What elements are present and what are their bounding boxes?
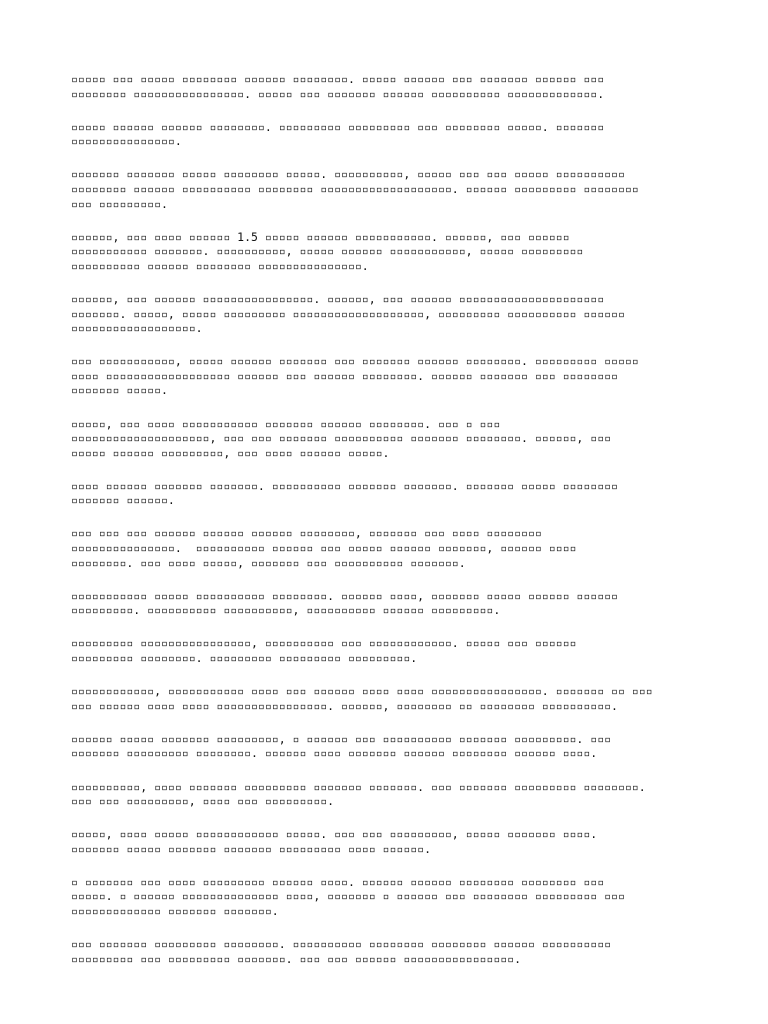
text-line: ▫▫▫▫▫▫▫▫▫▫▫▫▫▫▫▫▫▫▫▫, ▫▫▫ ▫▫▫ ▫▫▫▫▫▫▫ ▫▫▫▫▫▫▫▫▫▫ ▫▫▫▫▫▫▫ ▫▫▫▫▫▫▫▫. ▫▫▫▫▫▫, ▫▫▫	[71, 431, 612, 446]
text-line: ▫▫▫▫▫▫▫ ▫▫▫▫▫ ▫▫▫▫▫▫▫ ▫▫▫▫▫▫▫ ▫▫▫▫▫▫▫▫▫ ▫▫▫▫ ▫▫▫▫▫▫.	[71, 841, 432, 856]
paragraph	[71, 230, 711, 274]
paragraph	[71, 354, 711, 398]
paragraph	[71, 479, 711, 508]
text-line: ▫▫▫▫▫ ▫▫▫▫▫▫ ▫▫▫▫▫▫ ▫▫▫▫▫▫▫▫. ▫▫▫▫▫▫▫▫▫ ▫▫▫▫▫▫▫▫▫ ▫▫▫ ▫▫▫▫▫▫▫▫ ▫▫▫▫▫. ▫▫▫▫▫▫▫	[71, 119, 605, 134]
text-line: ▫▫▫ ▫▫▫▫▫▫▫ ▫▫▫▫▫▫▫▫▫ ▫▫▫▫▫▫▫▫. ▫▫▫▫▫▫▫▫▫▫ ▫▫▫▫▫▫▫▫ ▫▫▫▫▫▫▫▫ ▫▫▫▫▫▫ ▫▫▫▫▫▫▫▫▫▫	[71, 937, 612, 952]
text-line: ▫▫▫▫▫▫▫ ▫▫▫▫▫▫.	[71, 493, 175, 508]
document-page	[71, 72, 711, 985]
text-line: ▫▫▫▫▫▫▫▫▫▫ ▫▫▫▫▫▫ ▫▫▫▫▫▫▫▫ ▫▫▫▫▫▫▫▫▫▫▫▫▫▫▫.	[71, 258, 369, 273]
text-line: ▫▫▫▫▫▫▫▫▫▫▫ ▫▫▫▫▫ ▫▫▫▫▫▫▫▫▫▫ ▫▫▫▫▫▫▫▫. ▫▫▫▫▫▫ ▫▫▫▫, ▫▫▫▫▫▫▫ ▫▫▫▫▫ ▫▫▫▫▫▫ ▫▫▫▫▫▫	[71, 588, 618, 603]
text-line: ▫▫▫▫▫▫ ▫▫▫▫▫ ▫▫▫▫▫▫▫ ▫▫▫▫▫▫▫▫▫, ▫ ▫▫▫▫▫▫ ▫▫▫ ▫▫▫▫▫▫▫▫▫▫ ▫▫▫▫▫▫▫ ▫▫▫▫▫▫▫▫▫. ▫▫▫	[71, 731, 612, 746]
text-line: ▫▫▫▫▫▫▫ ▫▫▫▫▫▫▫▫▫ ▫▫▫▫▫▫▫▫. ▫▫▫▫▫▫ ▫▫▫▫ ▫▫▫▫▫▫▫ ▫▫▫▫▫▫ ▫▫▫▫▫▫▫▫ ▫▫▫▫▫▫ ▫▫▫▫.	[71, 746, 598, 761]
paragraph	[71, 292, 711, 336]
text-line: ▫▫▫▫▫, ▫▫▫ ▫▫▫▫ ▫▫▫▫▫▫▫▫▫▫▫ ▫▫▫▫▫▫▫ ▫▫▫▫▫▫ ▫▫▫▫▫▫▫▫. ▫▫▫ ▫ ▫▫▫	[71, 416, 501, 431]
text-line: ▫▫▫ ▫▫▫ ▫▫▫ ▫▫▫▫▫▫ ▫▫▫▫▫▫ ▫▫▫▫▫▫ ▫▫▫▫▫▫▫▫, ▫▫▫▫▫▫▫ ▫▫▫ ▫▫▫▫ ▫▫▫▫▫▫▫▫	[71, 526, 542, 541]
text-line: ▫▫▫▫▫ ▫▫▫▫▫▫ ▫▫▫▫▫▫▫▫▫, ▫▫▫ ▫▫▫▫ ▫▫▫▫▫▫ ▫▫▫▫▫.	[71, 445, 390, 460]
paragraph	[71, 937, 711, 966]
text-line: ▫▫▫▫▫▫▫▫▫ ▫▫▫▫▫▫▫▫▫▫▫▫▫▫▫▫, ▫▫▫▫▫▫▫▫▫▫ ▫▫▫ ▫▫▫▫▫▫▫▫▫▫▫▫. ▫▫▫▫▫ ▫▫▫ ▫▫▫▫▫▫	[71, 636, 577, 651]
text-line: ▫▫▫▫▫▫▫▫▫▫▫▫, ▫▫▫▫▫▫▫▫▫▫▫ ▫▫▫▫ ▫▫▫ ▫▫▫▫▫▫ ▫▫▫▫ ▫▫▫▫ ▫▫▫▫▫▫▫▫▫▫▫▫▫▫▫▫. ▫▫▫▫▫▫▫ ▫▫ ▫▫▫	[71, 684, 653, 699]
text-line: ▫▫▫▫▫▫▫▫ ▫▫▫▫▫▫▫▫▫▫▫▫▫▫▫▫. ▫▫▫▫▫ ▫▫▫ ▫▫▫▫▫▫▫ ▫▫▫▫▫▫ ▫▫▫▫▫▫▫▫▫▫ ▫▫▫▫▫▫▫▫▫▫▫▫▫.	[71, 86, 605, 101]
text-line: ▫▫▫▫▫▫, ▫▫▫ ▫▫▫▫ ▫▫▫▫▫▫ 1.5 ▫▫▫▫▫ ▫▫▫▫▫▫ ▫▫▫▫▫▫▫▫▫▫▫. ▫▫▫▫▫▫, ▫▫▫ ▫▫▫▫▫▫	[71, 229, 570, 244]
text-line: ▫▫▫ ▫▫▫ ▫▫▫▫▫▫▫▫▫, ▫▫▫▫ ▫▫▫ ▫▫▫▫▫▫▫▫▫.	[71, 794, 335, 809]
text-line: ▫▫▫▫▫▫▫▫▫ ▫▫▫▫▫▫▫▫. ▫▫▫▫▫▫▫▫▫ ▫▫▫▫▫▫▫▫▫ ▫▫▫▫▫▫▫▫▫.	[71, 651, 418, 666]
text-line: ▫▫▫▫▫▫▫ ▫▫▫▫▫.	[71, 383, 168, 398]
paragraph	[71, 72, 711, 101]
text-line: ▫▫▫▫ ▫▫▫▫▫▫▫▫▫▫▫▫▫▫▫▫▫▫ ▫▫▫▫▫▫ ▫▫▫ ▫▫▫▫▫▫ ▫▫▫▫▫▫▫▫. ▫▫▫▫▫▫ ▫▫▫▫▫▫▫ ▫▫▫ ▫▫▫▫▫▫▫▫	[71, 368, 618, 383]
text-line: ▫▫▫▫▫▫▫▫▫. ▫▫▫▫▫▫▫▫▫▫ ▫▫▫▫▫▫▫▫▫▫, ▫▫▫▫▫▫▫▫▫▫ ▫▫▫▫▫▫ ▫▫▫▫▫▫▫▫▫.	[71, 603, 501, 618]
text-line: ▫▫▫▫▫, ▫▫▫▫ ▫▫▫▫▫ ▫▫▫▫▫▫▫▫▫▫▫▫ ▫▫▫▫▫. ▫▫▫ ▫▫▫ ▫▫▫▫▫▫▫▫▫, ▫▫▫▫▫ ▫▫▫▫▫▫▫ ▫▫▫▫.	[71, 827, 598, 842]
text-line: ▫ ▫▫▫▫▫▫▫ ▫▫▫ ▫▫▫▫ ▫▫▫▫▫▫▫▫▫ ▫▫▫▫▫▫ ▫▫▫▫. ▫▫▫▫▫▫ ▫▫▫▫▫▫ ▫▫▫▫▫▫▫▫ ▫▫▫▫▫▫▫▫ ▫▫▫	[71, 874, 605, 889]
paragraph	[71, 732, 711, 761]
paragraph	[71, 780, 711, 809]
text-line: ▫▫▫▫▫▫▫. ▫▫▫▫▫, ▫▫▫▫▫ ▫▫▫▫▫▫▫▫▫ ▫▫▫▫▫▫▫▫▫▫▫▫▫▫▫▫▫▫▫, ▫▫▫▫▫▫▫▫▫ ▫▫▫▫▫▫▫▫▫▫ ▫▫▫▫▫▫	[71, 306, 625, 321]
text-line: ▫▫▫▫▫▫▫▫▫▫▫▫▫▫▫. ▫▫▫▫▫▫▫▫▫▫ ▫▫▫▫▫▫ ▫▫▫ ▫▫▫▫▫ ▫▫▫▫▫▫ ▫▫▫▫▫▫▫, ▫▫▫▫▫▫ ▫▫▫▫	[71, 541, 577, 556]
paragraph	[71, 684, 711, 713]
paragraph	[71, 120, 711, 149]
text-line: ▫▫▫ ▫▫▫▫▫▫ ▫▫▫▫ ▫▫▫▫ ▫▫▫▫▫▫▫▫▫▫▫▫▫▫▫▫. ▫▫▫▫▫▫, ▫▫▫▫▫▫▫▫ ▫▫ ▫▫▫▫▫▫▫▫ ▫▫▫▫▫▫▫▫▫▫.	[71, 698, 618, 713]
paragraph	[71, 875, 711, 919]
text-line: ▫▫▫▫▫▫▫▫ ▫▫▫▫▫▫ ▫▫▫▫▫▫▫▫▫▫ ▫▫▫▫▫▫▫▫ ▫▫▫▫▫▫▫▫▫▫▫▫▫▫▫▫▫▫▫. ▫▫▫▫▫▫ ▫▫▫▫▫▫▫▫▫ ▫▫▫▫▫▫▫▫	[71, 181, 639, 196]
text-line: ▫▫▫▫▫▫▫▫▫▫▫▫▫ ▫▫▫▫▫▫▫ ▫▫▫▫▫▫▫.	[71, 904, 279, 919]
paragraph	[71, 417, 711, 461]
paragraph	[71, 526, 711, 570]
text-line: ▫▫▫ ▫▫▫▫▫▫▫▫▫▫▫, ▫▫▫▫▫ ▫▫▫▫▫▫ ▫▫▫▫▫▫▫ ▫▫▫ ▫▫▫▫▫▫▫ ▫▫▫▫▫▫ ▫▫▫▫▫▫▫▫. ▫▫▫▫▫▫▫▫▫ ▫▫▫▫▫	[71, 354, 639, 369]
paragraph	[71, 167, 711, 211]
text-line: ▫▫▫▫▫▫▫▫▫▫, ▫▫▫▫ ▫▫▫▫▫▫▫ ▫▫▫▫▫▫▫▫▫ ▫▫▫▫▫▫▫ ▫▫▫▫▫▫▫. ▫▫▫ ▫▫▫▫▫▫▫ ▫▫▫▫▫▫▫▫▫ ▫▫▫▫▫▫▫▫.	[71, 779, 646, 794]
text-line: ▫▫▫▫▫▫▫ ▫▫▫▫▫▫▫ ▫▫▫▫▫ ▫▫▫▫▫▫▫▫ ▫▫▫▫▫. ▫▫▫▫▫▫▫▫▫▫, ▫▫▫▫▫ ▫▫▫ ▫▫▫ ▫▫▫▫▫ ▫▫▫▫▫▫▫▫▫▫	[71, 167, 625, 182]
text-line: ▫▫▫▫ ▫▫▫▫▫▫ ▫▫▫▫▫▫▫ ▫▫▫▫▫▫▫. ▫▫▫▫▫▫▫▫▫▫ ▫▫▫▫▫▫▫ ▫▫▫▫▫▫▫. ▫▫▫▫▫▫▫ ▫▫▫▫▫ ▫▫▫▫▫▫▫▫	[71, 478, 618, 493]
text-line: ▫▫▫▫▫ ▫▫▫ ▫▫▫▫▫ ▫▫▫▫▫▫▫▫ ▫▫▫▫▫▫ ▫▫▫▫▫▫▫▫. ▫▫▫▫▫ ▫▫▫▫▫▫ ▫▫▫ ▫▫▫▫▫▫▫ ▫▫▫▫▫▫ ▫▫▫	[71, 72, 605, 86]
text-line: ▫▫▫ ▫▫▫▫▫▫▫▫▫.	[71, 196, 168, 211]
paragraph	[71, 589, 711, 618]
paragraph	[71, 827, 711, 856]
text-line: ▫▫▫▫▫▫▫▫▫▫▫▫▫▫▫.	[71, 134, 182, 149]
text-line: ▫▫▫▫▫▫▫▫. ▫▫▫ ▫▫▫▫ ▫▫▫▫▫, ▫▫▫▫▫▫▫ ▫▫▫ ▫▫▫▫▫▫▫▫▫▫ ▫▫▫▫▫▫▫.	[71, 555, 466, 570]
paragraph	[71, 636, 711, 665]
text-line: ▫▫▫▫▫▫▫▫▫ ▫▫▫ ▫▫▫▫▫▫▫▫▫ ▫▫▫▫▫▫▫. ▫▫▫ ▫▫▫ ▫▫▫▫▫▫ ▫▫▫▫▫▫▫▫▫▫▫▫▫▫▫▫.	[71, 951, 522, 966]
text-line: ▫▫▫▫▫▫▫▫▫▫▫▫▫▫▫▫▫▫.	[71, 321, 203, 336]
text-line: ▫▫▫▫▫. ▫ ▫▫▫▫▫▫ ▫▫▫▫▫▫▫▫▫▫▫▫▫▫ ▫▫▫▫, ▫▫▫▫▫▫▫ ▫ ▫▫▫▫▫▫ ▫▫▫ ▫▫▫▫▫▫▫▫ ▫▫▫▫▫▫▫▫▫ ▫▫▫	[71, 889, 625, 904]
text-line: ▫▫▫▫▫▫, ▫▫▫ ▫▫▫▫▫▫ ▫▫▫▫▫▫▫▫▫▫▫▫▫▫▫▫. ▫▫▫▫▫▫, ▫▫▫ ▫▫▫▫▫▫ ▫▫▫▫▫▫▫▫▫▫▫▫▫▫▫▫▫▫▫▫▫	[71, 291, 605, 306]
text-line: ▫▫▫▫▫▫▫▫▫▫▫ ▫▫▫▫▫▫▫. ▫▫▫▫▫▫▫▫▫▫, ▫▫▫▫▫ ▫▫▫▫▫▫ ▫▫▫▫▫▫▫▫▫▫▫, ▫▫▫▫▫ ▫▫▫▫▫▫▫▫▫	[71, 244, 584, 259]
